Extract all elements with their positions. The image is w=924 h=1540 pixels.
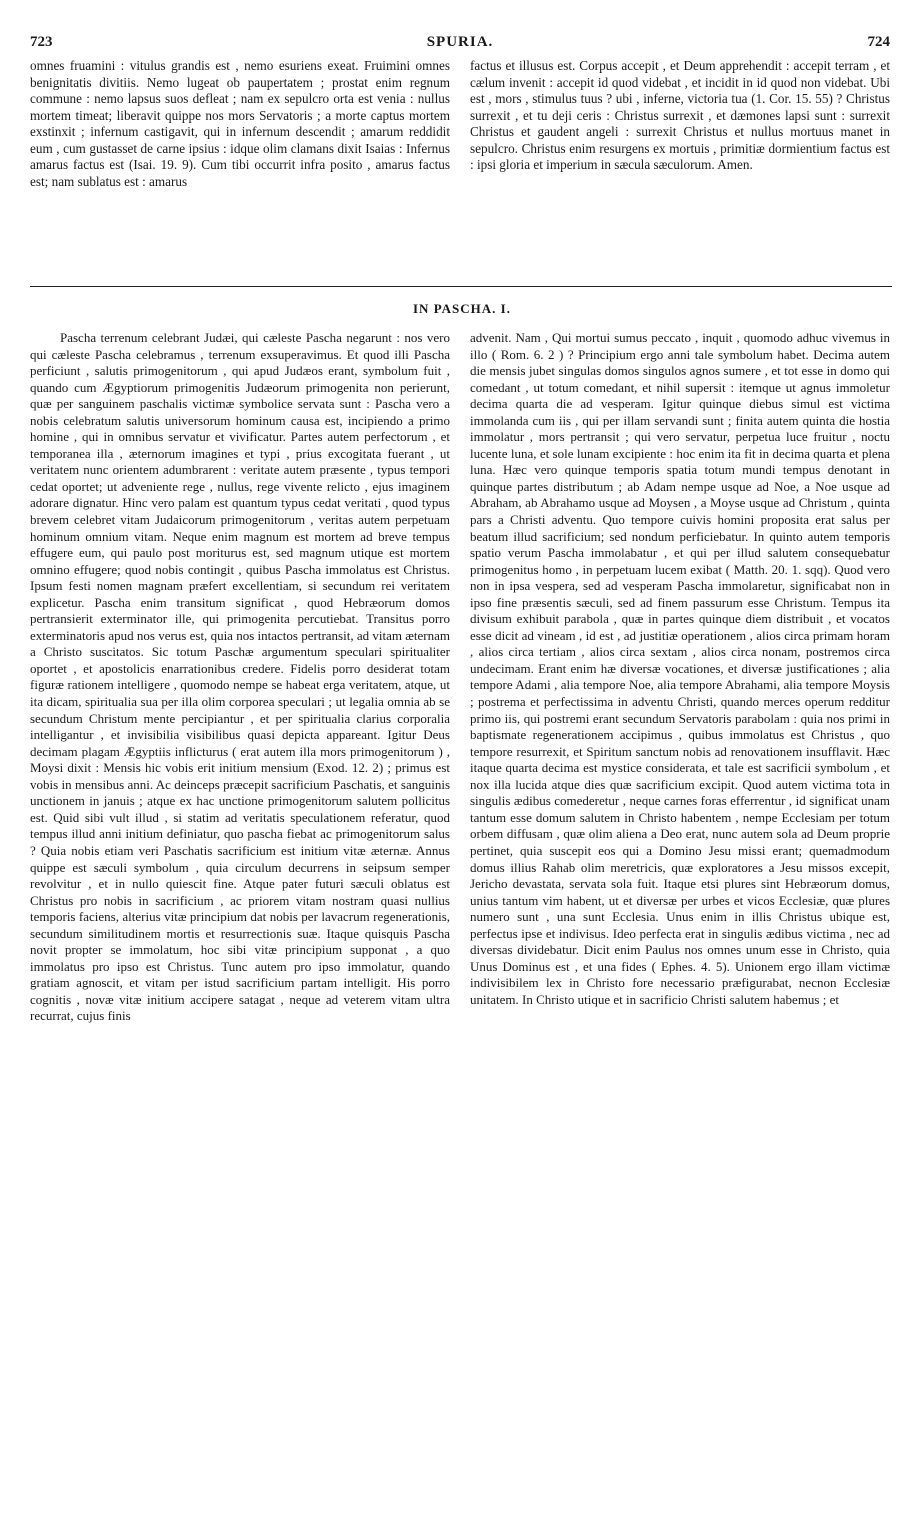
homily-text — [30, 330, 890, 1520]
page-number-right: 724 — [867, 34, 890, 50]
top-right-paragraph: factus et illusus est. Corpus accepit , et Deum apprehendit : accepit terram , et cælum invenit : accepit id quod videbat , et incidit in id quod non videbat. Ubi est , mors , stimulus tuus ? ubi , inferne, victoria tua (1. Cor. 15. 55) ? Christus surrexit , et tu deji ceris : Christus surrexit , et dæmones lapsi sunt : surrexit Christus et gaudent angeli : surrexit Christus et nullus mortuus manet in sepulcro. Christus enim resurgens ex mortuis , primitiæ dormientium factus est : ipsi gloria et imperium in sæcula sæculorum. Amen. — [470, 58, 890, 172]
body-left-column — [30, 330, 450, 1025]
section-divider-left — [30, 286, 462, 287]
continued-text-block — [30, 58, 890, 280]
section-title: IN PASCHA. I. — [413, 301, 511, 316]
page-number-left: 723 — [30, 34, 53, 50]
running-head: SPURIA. — [426, 34, 494, 50]
top-left-column — [30, 58, 450, 190]
top-left-paragraph: omnes fruamini : vitulus grandis est , nemo esuriens exeat. Fruimini omnes benignitatis divitiis. Nemo lugeat ob paupertatem ; prostat enim regnum commune : nemo lapsus suos defleat ; nam ex sepulcro orta est venia : nullus mortem timeat; liberavit quippe nos mors Servatoris ; a morte captus mortem exstinxit ; infernum castigavit, qui in infernum descendit ; amarum reddidit eum , cum gustasset de carne ipsius : idque olim clamans dixit Isaias : Infernus amarus factus est (Isai. 19. 9). Cum tibi occurrit infra posito , amarus factus est; nam sublatus est : amarus — [30, 58, 450, 189]
body-left-paragraph: Pascha terrenum celebrant Judæi, qui cæleste Pascha negarunt : nos vero qui cæleste Pascha celebramus , terrenum exsuperavimus. Et quod illi Pascha perficiunt , salutis primogenitorum , qui apud Judæos erant, symbolum fuit , quando cum Ægyptiorum primogenitis Judæorum primogenita non perierunt, quæ per sanguinem paschalis victimæ symbolice servata sunt : Pascha vero a nobis celebratum salutis universorum hominum causa est, incipiendo a primo homine , qui in omnibus servatur et vivificatur. Partes autem perfectorum , et temporanea illa , æternorum imagines et typi , prius excogitata fuerant , ut veritatem nunc orientem adumbrarent : veritate autem præsente , typus tempori cedat oportet; ut adveniente rege , nullus, rege vivente relicto , ejus imaginem adorare dignatur. Hinc vero palam est quantum typus cedat veritati , quod typus brevem celebret vitam Judaicorum primogenitorum , veritas autem perpetuam hominum omnium vitam. Neque enim magnum est mortem ad breve tempus effugere eum, qui paulo post moriturus est, sed magnum utique est mortem omnino effugere; quod nobis contingit , quibus Pascha immolatus est Christus. Ipsum festi nomen magnam præfert excellentiam, si secundum rei veritatem explicetur. Pascha enim transitum significat , quod Hebræorum domos pertransierit exterminator ille, qui primogenita percutiebat. Transitus porro exterminatoris apud nos verus est, quia nos intactos pertransit, ad vitam æternam a Christo suscitatos. Sic totum Paschæ argumentum speculari spiritualiter oportet , et apostolicis enarrationibus credere. Fidelis porro desiderat totam figuræ rationem intelligere , quomodo nempe se habeat erga veritatem, atque, ut ita dicam, spiritualia sua per illa olim corporea speculari ; ut legalia omnia ab se secundum Christum mente percipiantur , et per spiritualia clarius corporalia intelligantur , et invisibilia visibilibus quasi depicta appareant. Igitur Deus decimam plagam Ægyptiis inflicturus ( erat autem illa mors primogenitorum ) , Moysi dixit : Mensis hic vobis erit initium mensium (Exod. 12. 2) ; primus est vobis in mensibus anni. Ac deinceps præcepit sacrificium Paschatis, et sanguinis unctionem in januis ; atque ex hac unctione primogenitorum salutem pollicitus est. Quid sibi vult illud , si statim ad veritatis speculationem referatur, quod tempus illud anni initium definiatur, quo pascha fiebat ac primogenitorum salus ? Quia nobis etiam veri Paschatis sacrificium est initium vitæ æternæ. Annus quippe est sæculi symbolum , quia circulum decurrens in seipsum semper revolvitur , et in nullo quiescit fine. Atque pater futuri sæculi oblatus est Christus pro nobis in sacrificium , ac priorem vitam nostram quasi nullius temporis faciens, alterius vitæ principium dat nobis per lavacrum regenerationis, secundum similitudinem mortis et resurrectionis suæ. Itaque quisquis Pascha novit propter se immolatum, hoc sibi vitæ principium supponat , a quo immolatus pro ipso est Christus. Tunc autem pro ipso immolatur, quando gratiam agnoscit, et vitam per istud sacrificium partam intelligit. His porro cognitis , novæ vitæ initium accipere satagat , neque ad veterem vitam ultra recurrat, cujus finis — [30, 330, 450, 1024]
body-right-column — [470, 330, 890, 1008]
page-header — [30, 34, 890, 54]
top-right-column — [470, 58, 890, 174]
section-divider-right — [462, 286, 892, 287]
body-right-paragraph: advenit. Nam , Qui mortui sumus peccato , inquit , quomodo adhuc vivemus in illo ( Rom. 6. 2 ) ? Principium ergo anni tale symbolum habet. Decima autem die mensis jubet singulas domos singulos agnos sumere , et tot esse in domo qui comedant , ut totum comedant, et nihil supersit : itemque ut agnus immoletur decima quarta die ad vesperam. Igitur quinque diebus simul est victima immolanda cum iis , qui per illam servandi sunt ; finita autem quinta die hostia immolatur , mors pertransit ; qui vero servatur, perpetua luce fruitur , noctu lucente luna, et sole lunam excipiente : hoc enim ita fit in decima quarta et plena luna. Hæc vero quinque temporis spatia totum mundi tempus denotant in quinque partes distributum ; ab Adam nempe usque ad Noe, a Noe usque ad Abraham, ab Abrahamo usque ad Moysen , a Moyse usque ad Christum , quinta pars a Christi adventu. Quo tempore cuivis homini proposita erat salus per beatum illud sacrificium; sed nondum perficiebatur. In quinto autem temporis spatio verum Pascha immolabatur , et qui per illud salutem consequebatur primogenitus homo , in perpetuam lucem exibat ( Matth. 20. 1. sqq). Quod vero non in ipsa vespera, sed ad vesperam Pascha immolaretur, significabat non in ipso fine præsentis sæculi, sed ad finem passurum esse Christum. Tempus ita divisum exhibuit parabola , quæ in partes quinque diem distribuit , et vocatos esse dicit ad vineam , id est , ad justitiæ operationem , alios circa primam horam , alios circa tertiam , alios circa sextam , alios circa nonam, postremos circa undecimam. Erant enim hæ diversæ vocationes, et diversæ justificationes ; alia tempore Adami , alia tempore Noe, alia tempore Abrahami, alia tempore Moysis ; postrema et perfectissima in adventu Christi, quando merces operum redditur primo iis, qui postremi erant secundum Servatoris parabolam : quia nos primi in baptismate regenerationem accipimus , quibus immolatus est Christus , quo tempore resurrexit, et Spiritum sanctum nobis ad renovationem insufflavit. Hæc itaque quarta decima est mystice considerata, et tale est sacrificii symbolum , et nox illa lucida atque dies quæ sacrificium excipit. Quod autem victima tota in singulis ædibus comederetur , neque carnes foras efferrentur , id significat unam tantum esse domum salutem in Christo habentem , nempe Ecclesiam per totum orbem diffusam , quæ olim aliena a Deo erat, nunc autem sola ad Deum proprie pertinet, quia suscepit eos qui a Domino Jesu missi erant; quemadmodum domus illius Rahab olim meretricis, quæ exploratores a Jesu missos excepit, Jericho devastata, servata sola fuit. Itaque etsi plures sint Hebræorum domus, unius tantum vim habent, ut et diversæ per urbes et vicos Ecclesiæ, quæ plures numero sunt , una sunt Ecclesia. Unus enim in illis Christus ubique est, perfectus ipse et indivisus. Ideo perfecta erat in singulis ædibus victima , nec ad diversas dividebatur. Dicit enim Paulus nos omnes unum esse in Christo, quia Unus Dominus est , et una fides ( Ephes. 4. 5). Unionem ergo illam victimæ indivisibilem lex in Christo fore necessario præfigurabat, necnon Ecclesiæ unitatem. In Christo utique et in sacrificio Christi salutem habemus ; et — [470, 330, 890, 1007]
